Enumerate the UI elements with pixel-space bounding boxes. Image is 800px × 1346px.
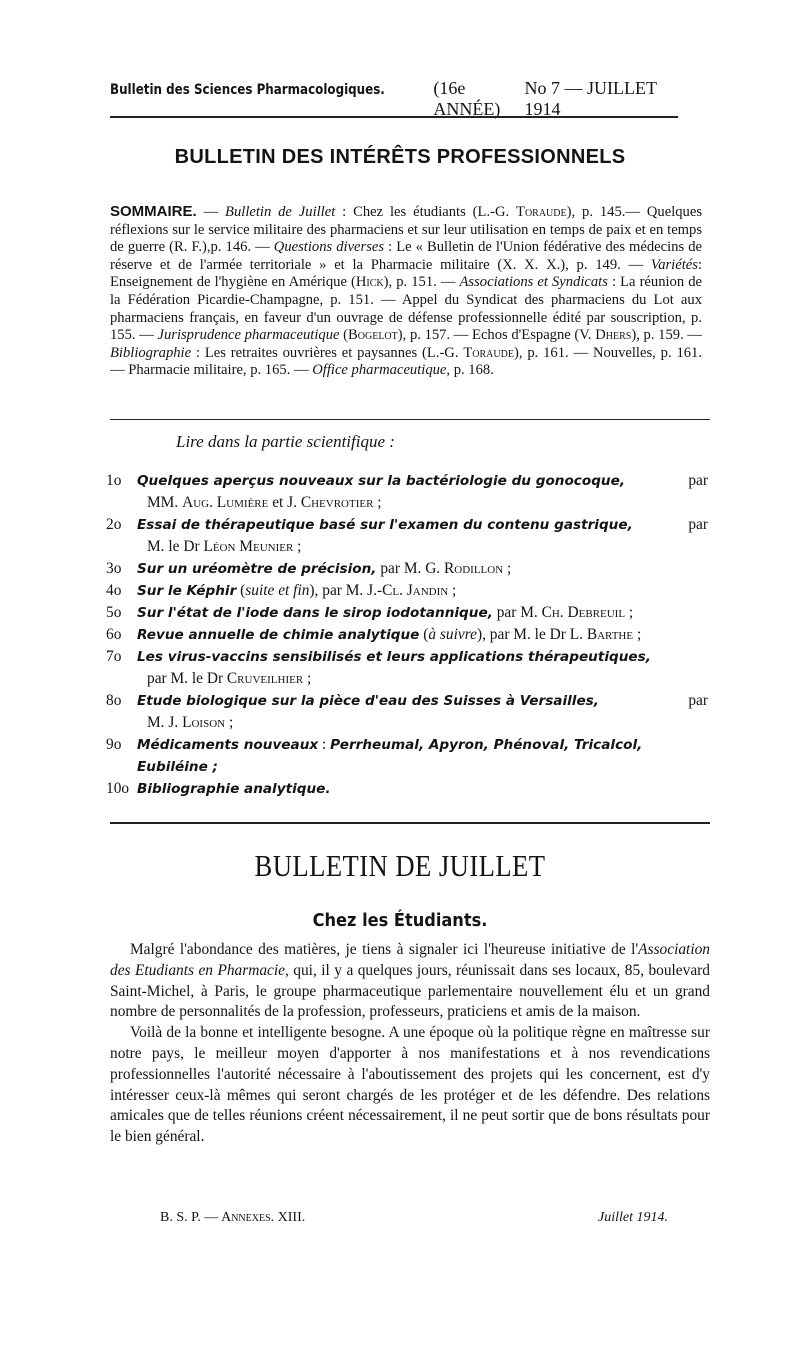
item-text: ; <box>633 626 642 643</box>
list-item <box>106 734 708 778</box>
item-author: Cl. Jandin <box>382 582 449 599</box>
item-number: 8o <box>106 692 122 709</box>
list-item <box>106 778 708 800</box>
list-item <box>106 580 708 602</box>
sommaire-label: SOMMAIRE. <box>110 203 197 220</box>
list-item <box>106 690 708 734</box>
item-text: MM. <box>147 494 183 511</box>
item-title: Quelques aperçus nouveaux sur la bactériologie du gonocoque, <box>137 473 625 489</box>
item-number: 4o <box>106 582 122 599</box>
running-header <box>110 78 678 119</box>
item-text: ; <box>293 538 302 555</box>
sommaire-ref: Jurisprudence pharmaceutique <box>157 327 340 344</box>
sommaire-author: Toraude <box>463 344 514 361</box>
sommaire-text: : La réunion de la Fédération Picardie-Champagne, p. 151. — Appel du Syndicat des pharmaciens du Lot aux pharmaciens français, en faveur d'un ouvrage de défense professionnelle édité par souscription, p. 155. — <box>110 274 702 344</box>
list-item <box>106 624 708 646</box>
paragraph-text: Voilà de la bonne et intelligente besogne. A une époque où la politique règne en maîtresse sur notre pays, le meilleur moyen d'apporter à nos manifestations et à nos revendications professionnelles l'autorité nécessaire à l'aboutissement des projets qui les concernent, est d'y intéresser ceux-là mêmes qui seront chargés de les protéger et de les défendre. Des relations amicales que de telles réunions créent nécessairement, il ne peut sortir que de bons résultats pour le bien général. <box>110 1024 710 1146</box>
article-body <box>110 940 710 1148</box>
sommaire-author: Hick <box>355 274 384 291</box>
item-text: M. J. <box>147 714 183 731</box>
item-title: Médicaments nouveaux <box>137 737 319 753</box>
item-text: : <box>318 736 331 753</box>
sommaire-paragraph <box>110 203 702 380</box>
sommaire-text: — <box>196 204 226 220</box>
list-item <box>106 558 708 580</box>
sommaire-ref: Bulletin de Juillet <box>225 204 336 220</box>
sommaire-text: ), p. 145.— Quelques réflexions sur le service militaire des pharmaciens et sur leur utilisation en temps de paix et en temps de guerre (R. F.),p. 146. — <box>110 204 702 256</box>
sommaire-text: : Enseignement de l'hygiène en Amérique ( <box>110 256 702 291</box>
item-title: Bibliographie analytique. <box>137 781 331 797</box>
sommaire-text: ), p. 157. — Echos d'Espagne (V. <box>397 327 596 344</box>
item-number: 10o <box>106 780 130 797</box>
sommaire-text: : Chez les étudiants (L.-G. <box>335 204 517 220</box>
sommaire-text: , p. 168. <box>446 362 494 379</box>
item-title: Sur l'état de l'iode dans le sirop iodotannique, <box>137 605 493 621</box>
scientific-part-heading: Lire dans la partie scientifique : <box>176 432 395 451</box>
item-title: Sur un uréomètre de précision, <box>137 561 377 577</box>
item-title: Etude biologique sur la pièce d'eau des Suisses à Versailles, <box>137 693 599 709</box>
sommaire-text: : Les retraites ouvrières et paysannes (L.-G. <box>191 344 464 361</box>
item-text: ; <box>373 494 382 511</box>
item-author: Aug. Lumière <box>182 494 269 511</box>
item-number: 1o <box>106 472 122 489</box>
footer-signature: B. S. P. — Annexes. XIII. <box>160 1210 306 1225</box>
item-number: 6o <box>106 626 122 643</box>
sommaire-text: ), p. 161. — Nouvelles, p. 161. — Pharmacie militaire, p. 165. — <box>110 344 702 379</box>
paragraph <box>110 940 710 1023</box>
issue-label: No 7 — JUILLET 1914 <box>524 78 657 119</box>
item-number: 7o <box>106 648 122 665</box>
item-text: par <box>688 472 708 489</box>
item-title: Perrheumal, Apyron, Phénoval, Tricalcol, Eubiléine ; <box>137 737 643 775</box>
contents-rule <box>110 822 710 824</box>
item-note: à suivre <box>428 626 477 643</box>
item-text: et J. <box>268 494 301 511</box>
section-title: BULLETIN DES INTÉRÊTS PROFESSIONNELS <box>174 146 626 168</box>
association-name: Association des Etudiants en Pharmacie <box>110 941 710 979</box>
sommaire-ref: Associations et Syndicats <box>459 274 608 291</box>
item-author: Chevrotier <box>300 494 374 511</box>
item-text: ; <box>448 582 457 599</box>
bulletin-title: BULLETIN DE JUILLET <box>254 848 546 883</box>
item-text: par M. le Dr <box>147 670 227 687</box>
sommaire-ref: Bibliographie <box>110 344 192 361</box>
item-text: ( <box>419 626 429 643</box>
item-title: Essai de thérapeutique basé sur l'examen du contenu gastrique, <box>137 517 633 533</box>
item-number: 9o <box>106 736 122 753</box>
scientific-contents-list <box>106 470 708 800</box>
year-label: (16e ANNÉE) <box>433 78 501 119</box>
item-title: Revue annuelle de chimie analytique <box>137 627 420 643</box>
sommaire-rule <box>110 419 710 420</box>
item-author: Loison <box>182 714 226 731</box>
item-text: ; <box>225 714 234 731</box>
list-item <box>106 602 708 624</box>
header-rule <box>110 116 678 118</box>
item-title: Les virus-vaccins sensibilisés et leurs applications thérapeutiques, <box>137 649 651 665</box>
list-item <box>106 646 708 690</box>
paragraph-text: , qui, il y a quelques jours, réunissait dans ses locaux, 85, boulevard Saint-Michel, à Paris, le groupe pharmaceutique parlementaire nouvellement élu et un grand nombre de personnalités de la profession, professeurs, praticiens et amis de la maison. <box>110 961 710 1021</box>
article-title: Chez les Étudiants. <box>312 910 488 931</box>
sommaire-author: Bogelot <box>348 327 398 344</box>
sommaire-author: Dhers <box>595 327 632 344</box>
item-text: par <box>688 516 708 533</box>
item-author: Léon Meunier <box>203 538 294 555</box>
sommaire-ref: Variétés <box>650 256 698 273</box>
item-author: Barthe <box>586 626 634 643</box>
sommaire-text: ), p. 159. — <box>631 327 702 344</box>
item-text: ), par M. J.- <box>309 582 383 599</box>
item-number: 2o <box>106 516 122 533</box>
item-text: par <box>688 692 708 709</box>
list-item <box>106 470 708 514</box>
list-item <box>106 514 708 558</box>
item-author: Ch. Debreuil <box>541 604 626 621</box>
item-text: par M. <box>492 604 542 621</box>
item-title: Sur le Képhir <box>137 583 237 599</box>
item-note: suite et fin <box>245 582 310 599</box>
item-text: ; <box>503 560 512 577</box>
sommaire-text: : Le « Bulletin de l'Union fédérative des médecins de réserve et de l'armée territoriale » et la Pharmacie militaire (X. X. X.), p. 149. — <box>110 239 702 273</box>
sommaire-author: Toraude <box>516 204 567 220</box>
page-footer <box>160 1210 668 1226</box>
paragraph-text: Malgré l'abondance des matières, je tiens à signaler ici l'heureuse initiative de l' <box>130 941 639 958</box>
journal-name: Bulletin des Sciences Pharmacologiques. <box>110 82 385 98</box>
item-text: ), par M. le Dr L. <box>476 626 587 643</box>
item-text: par M. G. <box>376 560 445 577</box>
item-text: ; <box>303 670 312 687</box>
paragraph <box>110 1023 710 1148</box>
item-author: Rodillon <box>444 560 504 577</box>
item-text: ( <box>236 582 246 599</box>
footer-date: Juillet 1914. <box>598 1210 668 1225</box>
item-number: 3o <box>106 560 122 577</box>
item-number: 5o <box>106 604 122 621</box>
item-author: Cruveilhier <box>226 670 304 687</box>
sommaire-ref: Questions diverses <box>273 239 385 256</box>
item-text: M. le Dr <box>147 538 204 555</box>
sommaire-text: ), p. 151. — <box>383 274 460 291</box>
item-text: ; <box>625 604 634 621</box>
sommaire-text: ( <box>339 327 349 344</box>
sommaire-ref: Office pharmaceutique <box>312 362 447 379</box>
